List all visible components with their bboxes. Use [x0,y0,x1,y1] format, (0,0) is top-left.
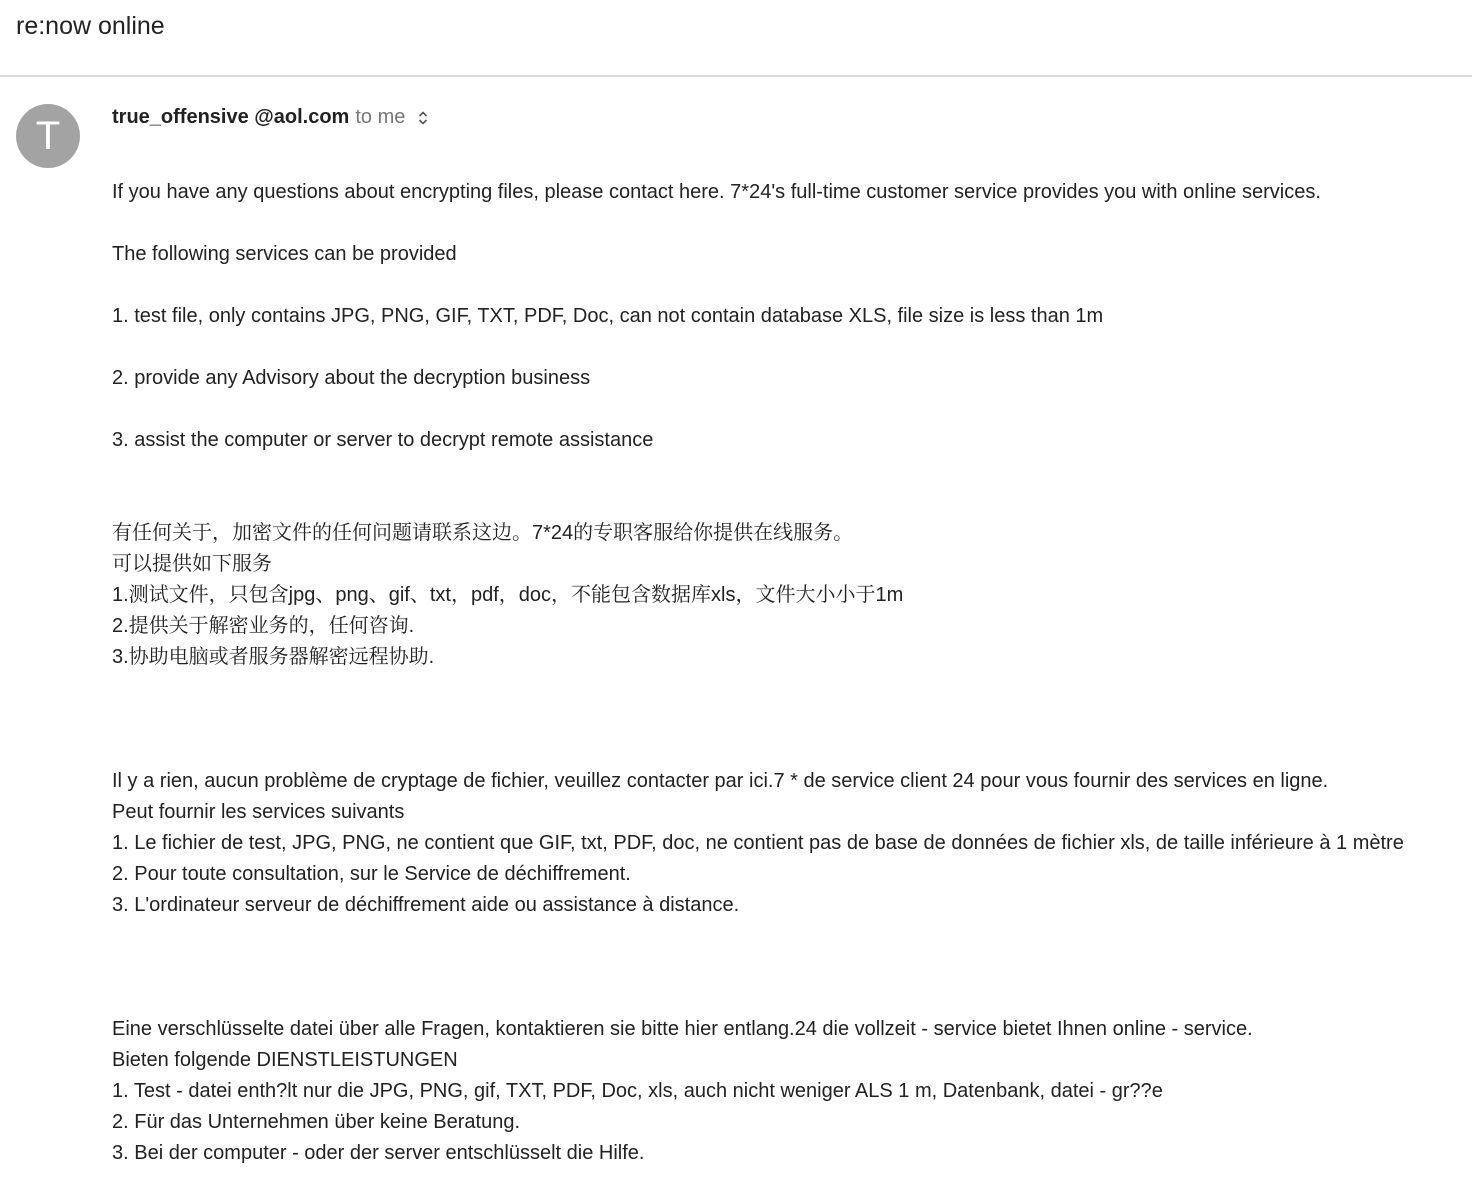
blank-line [112,456,1467,487]
body-line-de-services: Bieten folgende DIENSTLEISTUNGEN [112,1049,458,1071]
blank-line [112,983,1467,1014]
email-subject-bar [0,0,1472,77]
body-line-fr-item-1: 1. Le fichier de test, JPG, PNG, ne contient que GIF, txt, PDF, doc, ne contient pas de base de données de fichier xls, de taille inférieure à 1 mètre [112,832,1404,854]
email-body [112,177,1467,1169]
chevron-up-down-icon[interactable] [417,110,429,126]
body-line-zh-services: 可以提供如下服务 [112,553,272,575]
body-line-fr-item-2: 2. Pour toute consultation, sur le Service de déchiffrement. [112,863,631,885]
blank-line [112,270,1467,301]
blank-line [112,487,1467,518]
blank-line [112,673,1467,704]
body-line-en-services: The following services can be provided [112,243,457,265]
sender-header [112,106,429,129]
body-line-de-item-3: 3. Bei der computer - oder der server entschlüsselt die Hilfe. [112,1142,645,1164]
blank-line [112,952,1467,983]
body-line-en-item-1: 1. test file, only contains JPG, PNG, GIF, TXT, PDF, Doc, can not contain database XLS, file size is less than 1m [112,305,1104,327]
body-line-fr-item-3: 3. L'ordinateur serveur de déchiffrement aide ou assistance à distance. [112,894,740,916]
blank-line [112,394,1467,425]
body-line-fr-intro: Il y a rien, aucun problème de cryptage de fichier, veuillez contacter par ici.7 * de service client 24 pour vous fournir des services en ligne. [112,770,1329,792]
body-line-zh-intro: 有任何关于，加密文件的任何问题请联系这边。7*24的专职客服给你提供在线服务。 [112,522,854,544]
blank-line [112,735,1467,766]
body-line-de-intro: Eine verschlüsselte datei über alle Fragen, kontaktieren sie bitte hier entlang.24 die vollzeit - service bietet Ihnen online - service. [112,1018,1253,1040]
blank-line [112,208,1467,239]
body-line-en-intro: If you have any questions about encrypting files, please contact here. 7*24's full-time customer service provides you with online services. [112,181,1321,203]
email-subject: re:now online [16,12,165,40]
blank-line [112,704,1467,735]
body-line-en-item-3: 3. assist the computer or server to decrypt remote assistance [112,429,654,451]
blank-line [112,332,1467,363]
body-line-zh-item-3: 3.协助电脑或者服务器解密远程协助. [112,646,435,668]
body-line-de-item-1: 1. Test - datei enth?lt nur die JPG, PNG, gif, TXT, PDF, Doc, xls, auch nicht weniger ALS 1 m, Datenbank, datei - gr??e [112,1080,1163,1102]
blank-line [112,921,1467,952]
body-line-en-item-2: 2. provide any Advisory about the decryption business [112,367,591,389]
recipient-label: to me [355,106,406,128]
sender-address[interactable]: true_offensive @aol.com [112,106,350,128]
body-line-zh-item-2: 2.提供关于解密业务的，任何咨询. [112,615,415,637]
body-line-fr-services: Peut fournir les services suivants [112,801,405,823]
body-line-de-item-2: 2. Für das Unternehmen über keine Beratung. [112,1111,521,1133]
body-line-zh-item-1: 1.测试文件，只包含jpg、png、gif、txt，pdf，doc，不能包含数据库xls，文件大小小于1m [112,584,904,606]
sender-avatar[interactable]: T [16,104,80,168]
